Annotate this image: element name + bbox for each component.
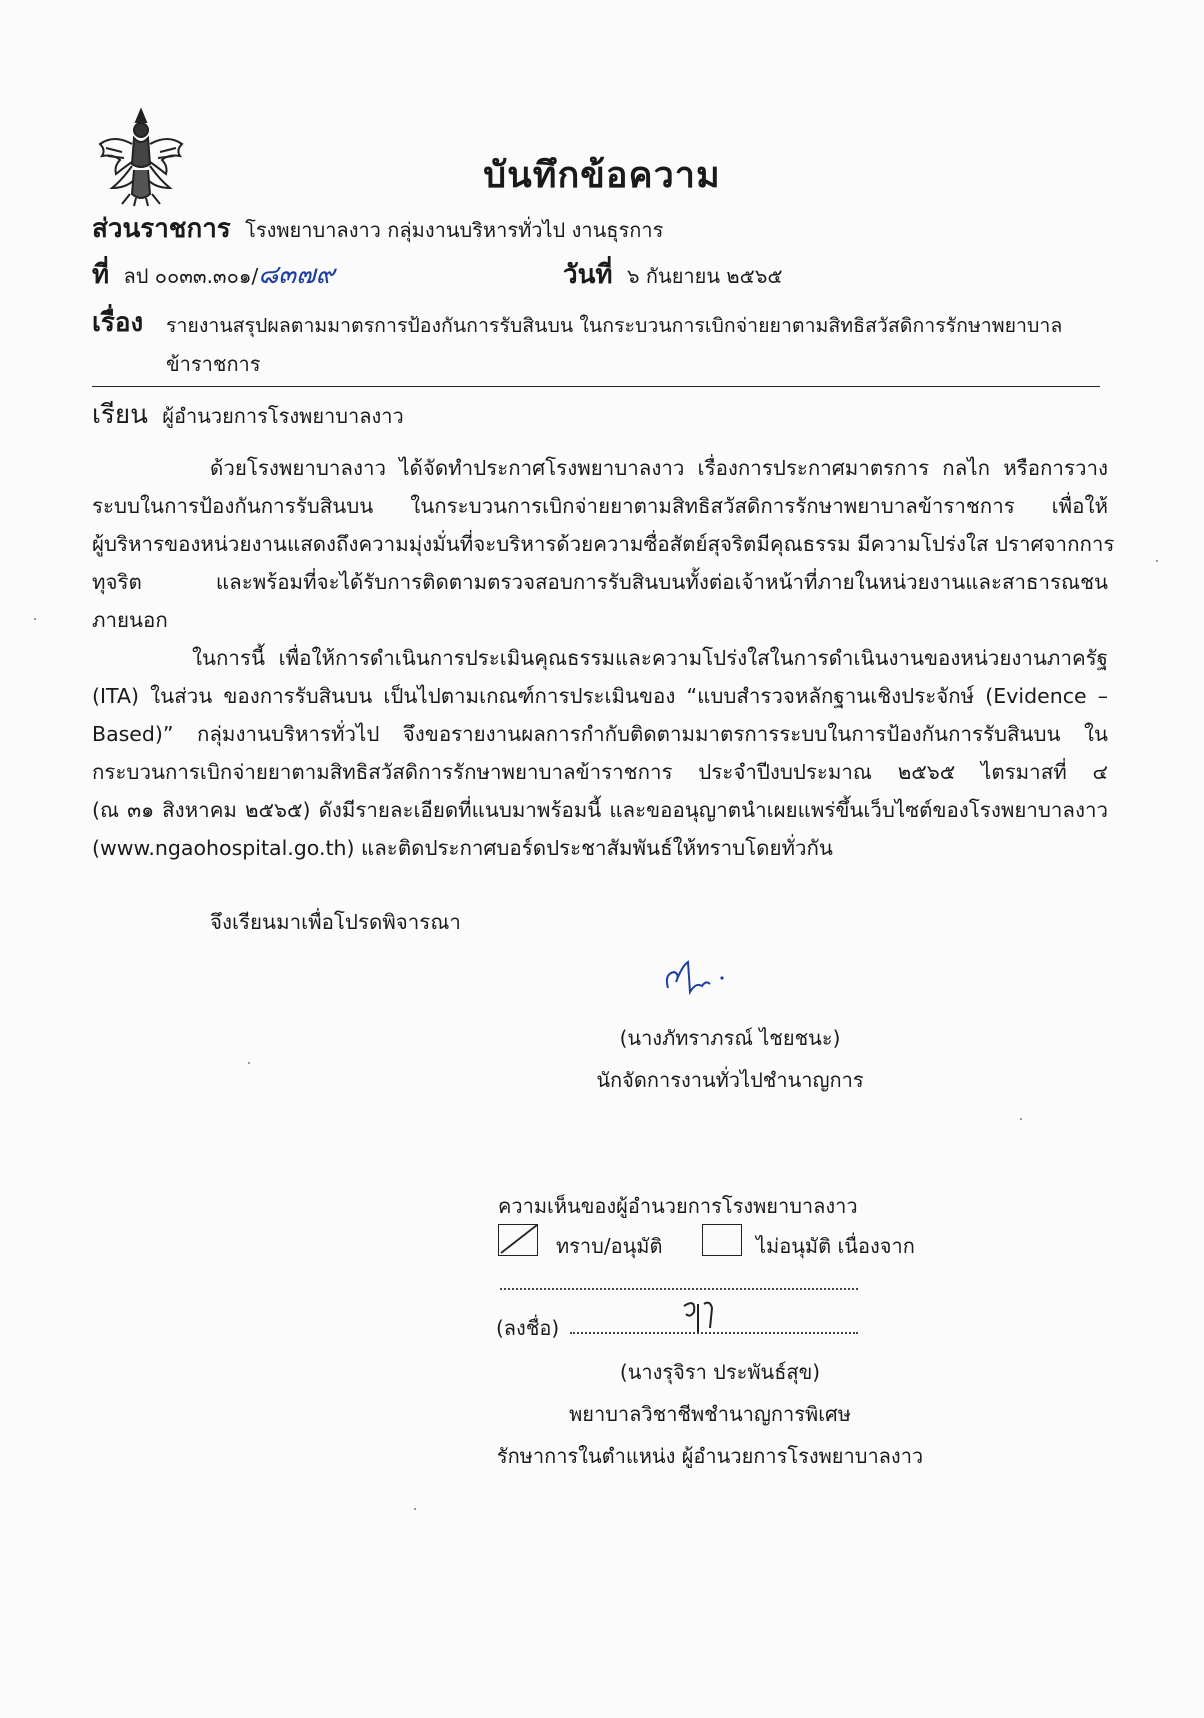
recipient-row — [92, 394, 404, 435]
approver-name: (นางรุจิรา ประพันธ์สุข) — [619, 1360, 821, 1384]
signature-icon — [676, 1296, 724, 1338]
reject-checkbox[interactable] — [702, 1224, 742, 1256]
agency-value: โรงพยาบาลงาว กลุ่มงานบริหารทั่วไป งานธุรการ — [245, 218, 664, 242]
agency-row — [92, 208, 663, 249]
subject-line-2: ข้าราชการ — [166, 352, 261, 376]
scan-speck — [1020, 1118, 1022, 1120]
date-label: วันที่ — [563, 260, 613, 290]
sign-label: (ลงชื่อ) — [496, 1316, 560, 1340]
scan-speck — [34, 618, 36, 620]
recipient-value: ผู้อำนวยการโรงพยาบาลงาว — [162, 404, 404, 428]
paragraph-1-line: ระบบในการป้องกันการรับสินบน ในกระบวนการเบิกจ่ายยาตามสิทธิสวัสดิการรักษาพยาบาลข้าราชการ เพื่อให้ — [92, 494, 1108, 518]
reason-dotted-line — [500, 1288, 858, 1290]
paragraph-1-line: ภายนอก — [92, 608, 168, 632]
reference-row — [92, 254, 335, 295]
subject-row — [92, 302, 151, 343]
scan-speck — [414, 1508, 416, 1510]
approver-acting-title: รักษาการในตำแหน่ง ผู้อำนวยการโรงพยาบาลงาว — [496, 1444, 924, 1468]
paragraph-2-line: Based)” กลุ่มงานบริหารทั่วไป จึงขอรายงานผลการกำกับติดตามมาตรการระบบในการป้องกันการรับสินบน ใน — [92, 722, 1108, 746]
scan-speck — [1156, 560, 1158, 562]
signer-name: (นางภัทราภรณ์ ไชยชนะ) — [619, 1026, 841, 1050]
paragraph-1-line: ผู้บริหารของหน่วยงานแสดงถึงความมุ่งมั่นที่จะบริหารด้วยความซื่อสัตย์สุจริตมีคุณธรรม มีความโปร่งใส ปราศจากการ — [92, 532, 1115, 556]
paragraph-2-line: ในการนี้ เพื่อให้การดำเนินการประเมินคุณธรรมและความโปร่งใสในการดำเนินงานของหน่วยงานภาครัฐ — [192, 646, 1108, 670]
date-value: ๖ กันยายน ๒๕๖๕ — [626, 264, 783, 288]
approver-position: พยาบาลวิชาชีพชำนาญการพิเศษ — [569, 1402, 851, 1426]
agency-label: ส่วนราชการ — [92, 214, 231, 244]
paragraph-2-line: (ITA) ในส่วน ของการรับสินบน เป็นไปตามเกณฑ์การประเมินของ “แบบสำรวจหลักฐานเชิงประจักษ์ (Evidence – — [92, 684, 1108, 708]
subject-line-1: รายงานสรุปผลตามมาตรการป้องกันการรับสินบน ในกระบวนการเบิกจ่ายยาตามสิทธิสวัสดิการรักษาพยาบาล — [166, 314, 1063, 337]
reference-handwritten-number: ๘๓๗๙ — [258, 260, 335, 290]
reference-value: ลป ๐๐๓๓.๓๐๑/ — [123, 264, 259, 288]
approve-checkbox[interactable] — [498, 1224, 538, 1256]
signature-icon — [662, 954, 734, 998]
document-title: บันทึกข้อความ — [483, 155, 721, 196]
paragraph-2-line: (ณ ๓๑ สิงหาคม ๒๕๖๕) ดังมีรายละเอียดที่แนบมาพร้อมนี้ และขออนุญาตนำเผยแพร่ขึ้นเว็บไซต์ของโรงพยาบาลงาว — [92, 798, 1108, 822]
closing-line: จึงเรียนมาเพื่อโปรดพิจารณา — [210, 910, 461, 934]
signer-position: นักจัดการงานทั่วไปชำนาญการ — [596, 1068, 864, 1092]
scan-speck — [248, 1062, 250, 1064]
paragraph-1-line: ทุจริต และพร้อมที่จะได้รับการติดตามตรวจสอบการรับสินบนทั้งต่อเจ้าหน้าที่ภายในหน่วยงานและสาธารณชน — [92, 570, 1108, 594]
date-row — [563, 254, 783, 295]
approval-heading: ความเห็นของผู้อำนวยการโรงพยาบาลงาว — [498, 1194, 858, 1218]
reference-label: ที่ — [92, 260, 110, 290]
paragraph-2-line: กระบวนการเบิกจ่ายยาตามสิทธิสวัสดิการรักษาพยาบาลข้าราชการ ประจำปีงบประมาณ ๒๕๖๕ ไตรมาสที่ ๔ — [92, 760, 1108, 784]
reject-label: ไม่อนุมัติ เนื่องจาก — [756, 1234, 915, 1258]
approve-label: ทราบ/อนุมัติ — [556, 1234, 663, 1258]
recipient-label: เรียน — [92, 400, 148, 430]
header-divider — [92, 386, 1100, 387]
subject-label: เรื่อง — [92, 308, 144, 338]
paragraph-2-line: (www.ngaohospital.go.th) และติดประกาศบอร์ดประชาสัมพันธ์ให้ทราบโดยทั่วกัน — [92, 836, 833, 860]
paragraph-1-line: ด้วยโรงพยาบาลงาว ได้จัดทำประกาศโรงพยาบาลงาว เรื่องการประกาศมาตรการ กลไก หรือการวาง — [210, 456, 1108, 480]
checkmark-icon — [499, 1225, 537, 1255]
